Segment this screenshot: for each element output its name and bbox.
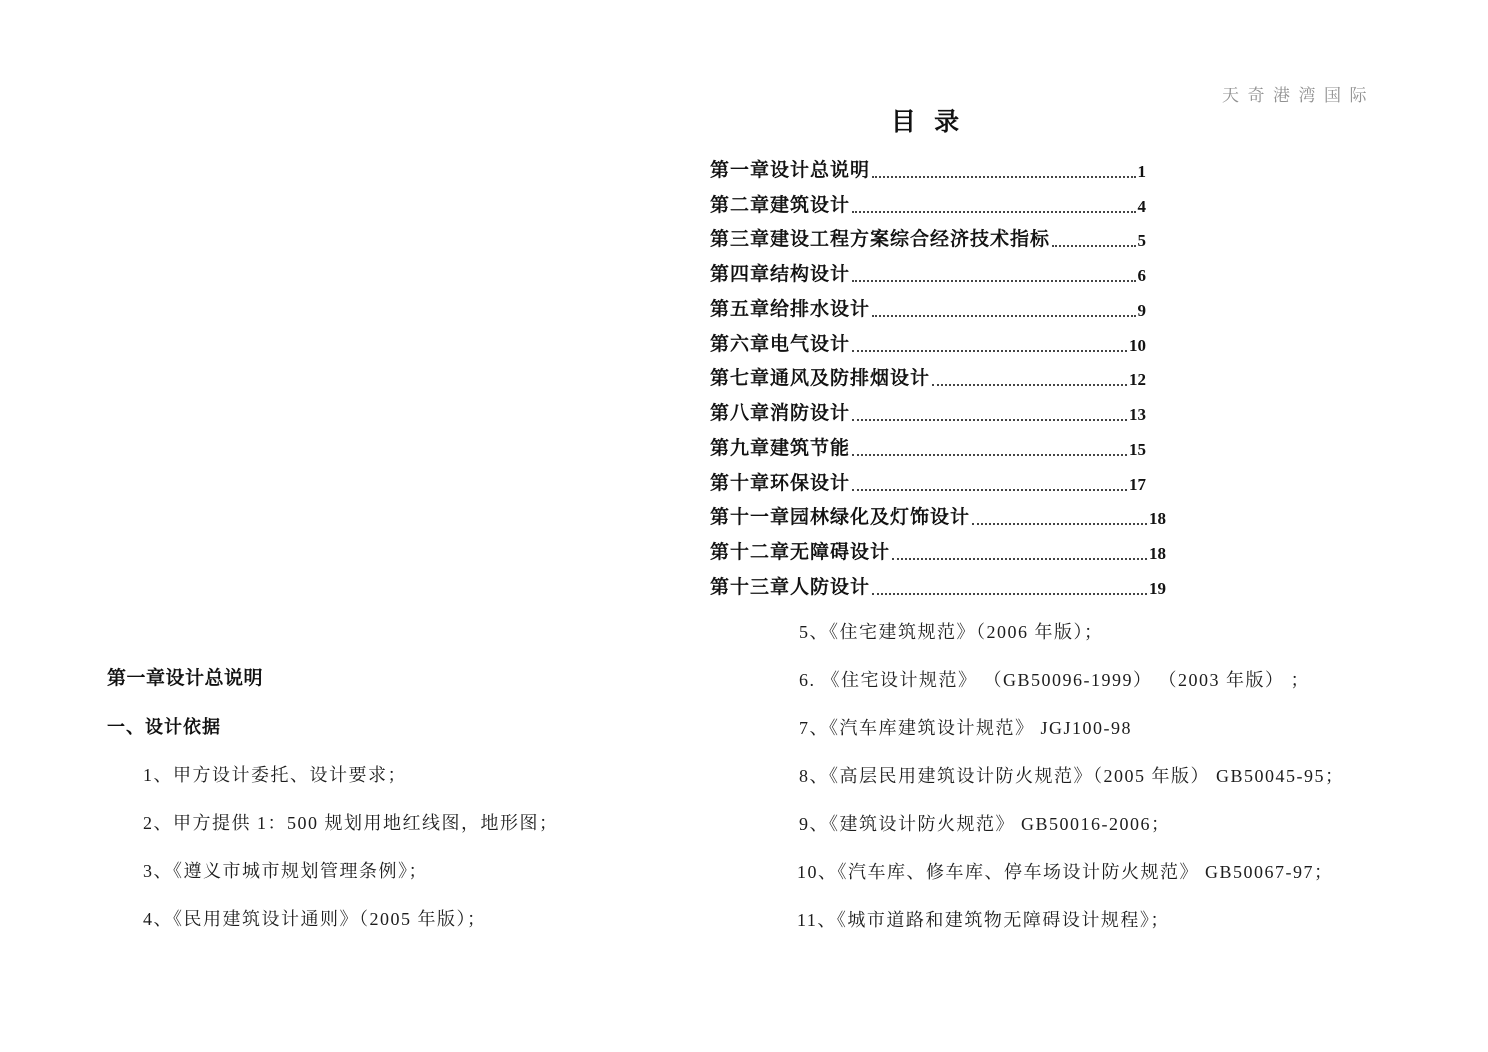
- toc-page-number: 17: [1129, 474, 1146, 494]
- section-heading: 一、设计依据: [107, 717, 221, 737]
- toc-title: 目 录: [890, 109, 966, 136]
- toc-page-number: 4: [1137, 196, 1146, 216]
- toc-entry: [710, 360, 1146, 395]
- toc-entry-label: 第九章建筑节能: [710, 437, 851, 459]
- list-item: 8、《高层民用建筑设计防火规范》（2005 年版） GB50045-95；: [799, 766, 1345, 786]
- toc-entry: [710, 568, 1166, 603]
- toc-entry: [710, 533, 1166, 568]
- toc-page-number: 1: [1137, 161, 1146, 181]
- toc-entry-label: 第三章建设工程方案综合经济技术指标: [710, 229, 1051, 251]
- list-item: 3、《遵义市城市规划管理条例》；: [143, 861, 428, 881]
- toc-page-number: 19: [1149, 578, 1166, 598]
- table-of-contents: [710, 108, 1166, 603]
- list-item: 2、甲方提供 1：500 规划用地红线图，地形图；: [143, 813, 559, 833]
- leader-dots: [852, 350, 1127, 352]
- list-item: 11、《城市道路和建筑物无障碍设计规程》；: [797, 910, 1170, 930]
- toc-page-number: 9: [1137, 300, 1146, 320]
- leader-dots: [852, 489, 1127, 491]
- list-item: 6. 《住宅设计规范》 （GB50096-1999） （2003 年版） ；: [799, 670, 1310, 690]
- toc-entry-label: 第四章结构设计: [710, 264, 851, 285]
- toc-page-number: 18: [1149, 544, 1166, 563]
- leader-dots: [892, 558, 1147, 560]
- list-item: 1、甲方设计委托、设计要求；: [143, 765, 407, 785]
- toc-entry: [710, 255, 1146, 290]
- toc-entry: [710, 464, 1146, 499]
- toc-entry: [710, 394, 1146, 429]
- toc-entry-label: 第八章消防设计: [710, 403, 851, 424]
- toc-entry: [710, 186, 1146, 221]
- leader-dots: [932, 384, 1127, 386]
- list-item: 7、《汽车库建筑设计规范》 JGJ100-98: [799, 718, 1133, 738]
- toc-entry-label: 第十章环保设计: [710, 472, 851, 494]
- list-item: 9、《建筑设计防火规范》 GB50016-2006；: [799, 814, 1171, 834]
- leader-dots: [872, 593, 1147, 595]
- leader-dots: [852, 211, 1135, 213]
- leader-dots: [872, 176, 1135, 178]
- toc-page-number: 15: [1129, 439, 1146, 459]
- list-item: 5、《住宅建筑规范》（2006 年版）；: [799, 622, 1104, 642]
- toc-entry: [710, 221, 1146, 256]
- toc-entry-label: 第十一章园林绿化及灯饰设计: [710, 507, 971, 529]
- toc-entry-label: 第一章设计总说明: [710, 159, 871, 181]
- toc-entry-label: 第六章电气设计: [710, 333, 851, 355]
- leader-dots: [852, 454, 1127, 456]
- toc-entry-label: 第七章通风及防排烟设计: [710, 368, 931, 390]
- leader-dots: [872, 315, 1135, 317]
- toc-entry: [710, 151, 1146, 186]
- leader-dots: [972, 523, 1147, 525]
- toc-entry: [710, 290, 1146, 325]
- toc-entry-label: 第十二章无障碍设计: [710, 542, 891, 563]
- watermark-brand-text: 天奇港湾国际: [1222, 86, 1375, 105]
- toc-entry: [710, 325, 1146, 360]
- leader-dots: [852, 419, 1127, 421]
- toc-entry: [710, 499, 1166, 534]
- toc-entry-label: 第十三章人防设计: [710, 576, 871, 598]
- toc-entry-label: 第五章给排水设计: [710, 298, 871, 320]
- list-item: 10、《汽车库、修车库、停车场设计防火规范》 GB50067-97；: [797, 862, 1334, 882]
- leader-dots: [1052, 245, 1135, 247]
- toc-page-number: 5: [1137, 231, 1146, 251]
- toc-page-number: 6: [1137, 266, 1146, 285]
- leader-dots: [852, 280, 1135, 282]
- toc-page-number: 10: [1129, 335, 1146, 355]
- toc-entry: [710, 429, 1146, 464]
- list-item: 4、《民用建筑设计通则》（2005 年版）；: [143, 909, 487, 929]
- toc-page-number: 18: [1149, 509, 1166, 529]
- toc-page-number: 13: [1129, 405, 1146, 424]
- toc-entry-label: 第二章建筑设计: [710, 194, 851, 216]
- chapter-heading: 第一章设计总说明: [107, 668, 264, 689]
- toc-page-number: 12: [1129, 370, 1146, 390]
